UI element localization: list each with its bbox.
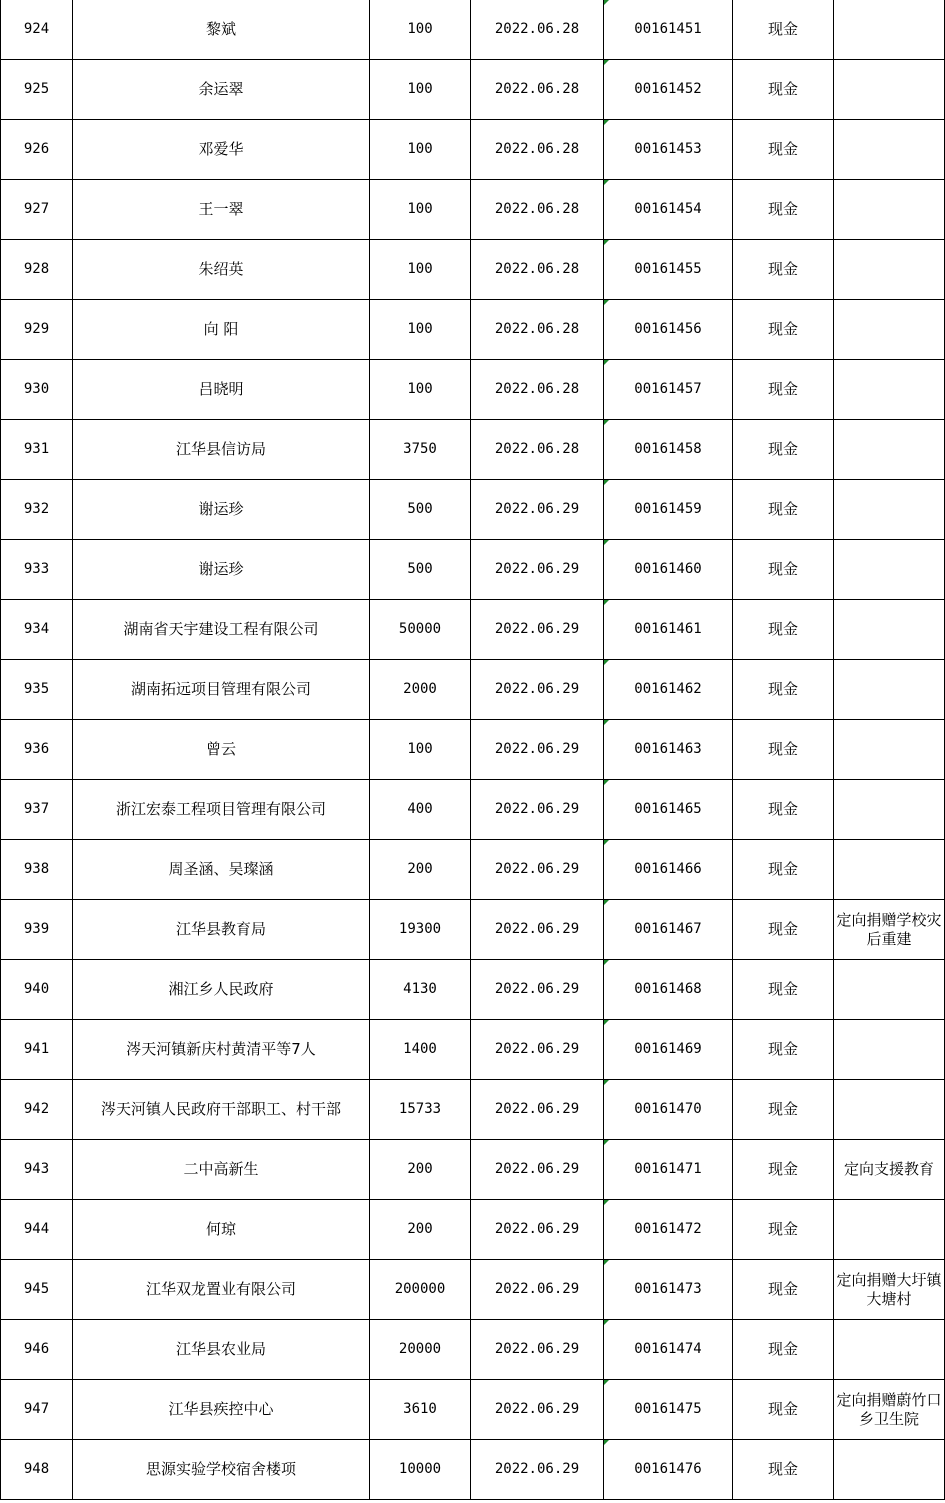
amount-cell: 500	[370, 480, 471, 540]
row-number-cell: 925	[1, 60, 73, 120]
amount-cell: 200	[370, 1200, 471, 1260]
receipt-number-cell: 00161461	[604, 600, 733, 660]
date-cell: 2022.06.29	[471, 780, 604, 840]
receipt-number-cell: 00161469	[604, 1020, 733, 1080]
receipt-number-cell: 00161466	[604, 840, 733, 900]
row-number-cell: 943	[1, 1140, 73, 1200]
table-row	[1, 1320, 945, 1380]
amount-cell: 19300	[370, 900, 471, 960]
note-cell	[834, 1080, 945, 1140]
row-number-cell: 939	[1, 900, 73, 960]
payment-method-cell: 现金	[733, 1320, 834, 1380]
table-row	[1, 720, 945, 780]
payment-method-cell: 现金	[733, 420, 834, 480]
ledger-body	[1, 0, 945, 1500]
row-number-cell: 942	[1, 1080, 73, 1140]
donor-name-cell: 何琼	[73, 1200, 370, 1260]
table-row	[1, 240, 945, 300]
row-number-cell: 940	[1, 960, 73, 1020]
payment-method-cell: 现金	[733, 720, 834, 780]
date-cell: 2022.06.29	[471, 1080, 604, 1140]
donor-name-cell: 涔天河镇人民政府干部职工、村干部	[73, 1080, 370, 1140]
row-number-cell: 928	[1, 240, 73, 300]
donor-name-cell: 湘江乡人民政府	[73, 960, 370, 1020]
payment-method-cell: 现金	[733, 780, 834, 840]
payment-method-cell: 现金	[733, 240, 834, 300]
row-number-cell: 937	[1, 780, 73, 840]
table-row	[1, 960, 945, 1020]
payment-method-cell: 现金	[733, 840, 834, 900]
note-cell	[834, 0, 945, 60]
table-row	[1, 1260, 945, 1320]
date-cell: 2022.06.28	[471, 60, 604, 120]
table-row	[1, 420, 945, 480]
donor-name-cell: 江华县农业局	[73, 1320, 370, 1380]
date-cell: 2022.06.29	[471, 1440, 604, 1500]
payment-method-cell: 现金	[733, 60, 834, 120]
date-cell: 2022.06.29	[471, 1020, 604, 1080]
donor-name-cell: 江华县疾控中心	[73, 1380, 370, 1440]
note-cell	[834, 180, 945, 240]
amount-cell: 100	[370, 240, 471, 300]
payment-method-cell: 现金	[733, 1380, 834, 1440]
receipt-number-cell: 00161458	[604, 420, 733, 480]
table-row	[1, 780, 945, 840]
donor-name-cell: 王一翠	[73, 180, 370, 240]
receipt-number-cell: 00161460	[604, 540, 733, 600]
row-number-cell: 936	[1, 720, 73, 780]
row-number-cell: 944	[1, 1200, 73, 1260]
payment-method-cell: 现金	[733, 1260, 834, 1320]
table-row	[1, 1200, 945, 1260]
receipt-number-cell: 00161475	[604, 1380, 733, 1440]
receipt-number-cell: 00161454	[604, 180, 733, 240]
note-cell	[834, 240, 945, 300]
date-cell: 2022.06.28	[471, 360, 604, 420]
amount-cell: 10000	[370, 1440, 471, 1500]
amount-cell: 100	[370, 0, 471, 60]
table-row	[1, 540, 945, 600]
donor-name-cell: 黎斌	[73, 0, 370, 60]
amount-cell: 100	[370, 360, 471, 420]
amount-cell: 100	[370, 120, 471, 180]
note-cell: 定向捐赠大圩镇大塘村	[834, 1260, 945, 1320]
row-number-cell: 935	[1, 660, 73, 720]
amount-cell: 100	[370, 300, 471, 360]
donor-name-cell: 湖南拓远项目管理有限公司	[73, 660, 370, 720]
date-cell: 2022.06.29	[471, 900, 604, 960]
amount-cell: 2000	[370, 660, 471, 720]
table-row	[1, 0, 945, 60]
date-cell: 2022.06.28	[471, 300, 604, 360]
note-cell: 定向捐赠蔚竹口乡卫生院	[834, 1380, 945, 1440]
row-number-cell: 948	[1, 1440, 73, 1500]
donor-name-cell: 朱绍英	[73, 240, 370, 300]
note-cell	[834, 660, 945, 720]
donor-name-cell: 江华县教育局	[73, 900, 370, 960]
date-cell: 2022.06.28	[471, 0, 604, 60]
donor-name-cell: 吕晓明	[73, 360, 370, 420]
note-cell	[834, 780, 945, 840]
table-row	[1, 1140, 945, 1200]
row-number-cell: 924	[1, 0, 73, 60]
date-cell: 2022.06.28	[471, 420, 604, 480]
amount-cell: 100	[370, 720, 471, 780]
amount-cell: 50000	[370, 600, 471, 660]
table-row	[1, 120, 945, 180]
receipt-number-cell: 00161474	[604, 1320, 733, 1380]
donor-name-cell: 向 阳	[73, 300, 370, 360]
donor-name-cell: 二中高新生	[73, 1140, 370, 1200]
row-number-cell: 947	[1, 1380, 73, 1440]
donor-name-cell: 周圣涵、吴璨涵	[73, 840, 370, 900]
date-cell: 2022.06.28	[471, 180, 604, 240]
donor-name-cell: 谢运珍	[73, 480, 370, 540]
note-cell	[834, 720, 945, 780]
row-number-cell: 930	[1, 360, 73, 420]
amount-cell: 500	[370, 540, 471, 600]
table-row	[1, 1020, 945, 1080]
receipt-number-cell: 00161459	[604, 480, 733, 540]
payment-method-cell: 现金	[733, 1440, 834, 1500]
date-cell: 2022.06.28	[471, 120, 604, 180]
row-number-cell: 933	[1, 540, 73, 600]
note-cell	[834, 1020, 945, 1080]
payment-method-cell: 现金	[733, 1140, 834, 1200]
payment-method-cell: 现金	[733, 1080, 834, 1140]
amount-cell: 100	[370, 60, 471, 120]
payment-method-cell: 现金	[733, 600, 834, 660]
receipt-number-cell: 00161463	[604, 720, 733, 780]
donor-name-cell: 江华双龙置业有限公司	[73, 1260, 370, 1320]
date-cell: 2022.06.29	[471, 540, 604, 600]
amount-cell: 15733	[370, 1080, 471, 1140]
row-number-cell: 941	[1, 1020, 73, 1080]
payment-method-cell: 现金	[733, 1020, 834, 1080]
row-number-cell: 926	[1, 120, 73, 180]
table-row	[1, 60, 945, 120]
receipt-number-cell: 00161462	[604, 660, 733, 720]
receipt-number-cell: 00161476	[604, 1440, 733, 1500]
receipt-number-cell: 00161455	[604, 240, 733, 300]
row-number-cell: 934	[1, 600, 73, 660]
date-cell: 2022.06.29	[471, 1320, 604, 1380]
amount-cell: 100	[370, 180, 471, 240]
table-row	[1, 660, 945, 720]
receipt-number-cell: 00161470	[604, 1080, 733, 1140]
note-cell: 定向捐赠学校灾后重建	[834, 900, 945, 960]
row-number-cell: 927	[1, 180, 73, 240]
payment-method-cell: 现金	[733, 120, 834, 180]
table-row	[1, 600, 945, 660]
note-cell	[834, 480, 945, 540]
table-row	[1, 360, 945, 420]
note-cell	[834, 600, 945, 660]
amount-cell: 20000	[370, 1320, 471, 1380]
row-number-cell: 938	[1, 840, 73, 900]
receipt-number-cell: 00161473	[604, 1260, 733, 1320]
amount-cell: 200	[370, 840, 471, 900]
receipt-number-cell: 00161465	[604, 780, 733, 840]
payment-method-cell: 现金	[733, 480, 834, 540]
payment-method-cell: 现金	[733, 300, 834, 360]
payment-method-cell: 现金	[733, 900, 834, 960]
date-cell: 2022.06.29	[471, 660, 604, 720]
amount-cell: 200	[370, 1140, 471, 1200]
note-cell	[834, 120, 945, 180]
row-number-cell: 932	[1, 480, 73, 540]
date-cell: 2022.06.29	[471, 1380, 604, 1440]
date-cell: 2022.06.29	[471, 1140, 604, 1200]
donor-name-cell: 涔天河镇新庆村黄清平等7人	[73, 1020, 370, 1080]
donor-name-cell: 湖南省天宇建设工程有限公司	[73, 600, 370, 660]
amount-cell: 200000	[370, 1260, 471, 1320]
note-cell	[834, 420, 945, 480]
note-cell	[834, 540, 945, 600]
payment-method-cell: 现金	[733, 960, 834, 1020]
note-cell	[834, 1200, 945, 1260]
payment-method-cell: 现金	[733, 360, 834, 420]
receipt-number-cell: 00161451	[604, 0, 733, 60]
payment-method-cell: 现金	[733, 0, 834, 60]
donor-name-cell: 曾云	[73, 720, 370, 780]
amount-cell: 3750	[370, 420, 471, 480]
row-number-cell: 929	[1, 300, 73, 360]
date-cell: 2022.06.29	[471, 960, 604, 1020]
donor-name-cell: 邓爱华	[73, 120, 370, 180]
table-row	[1, 1440, 945, 1500]
amount-cell: 1400	[370, 1020, 471, 1080]
note-cell	[834, 60, 945, 120]
table-row	[1, 300, 945, 360]
receipt-number-cell: 00161456	[604, 300, 733, 360]
date-cell: 2022.06.29	[471, 720, 604, 780]
payment-method-cell: 现金	[733, 540, 834, 600]
table-row	[1, 180, 945, 240]
date-cell: 2022.06.29	[471, 1200, 604, 1260]
payment-method-cell: 现金	[733, 660, 834, 720]
row-number-cell: 945	[1, 1260, 73, 1320]
receipt-number-cell: 00161452	[604, 60, 733, 120]
amount-cell: 4130	[370, 960, 471, 1020]
table-row	[1, 480, 945, 540]
note-cell	[834, 960, 945, 1020]
payment-method-cell: 现金	[733, 1200, 834, 1260]
date-cell: 2022.06.28	[471, 240, 604, 300]
donor-name-cell: 江华县信访局	[73, 420, 370, 480]
donor-name-cell: 浙江宏泰工程项目管理有限公司	[73, 780, 370, 840]
date-cell: 2022.06.29	[471, 840, 604, 900]
receipt-number-cell: 00161457	[604, 360, 733, 420]
payment-method-cell: 现金	[733, 180, 834, 240]
table-row	[1, 1080, 945, 1140]
date-cell: 2022.06.29	[471, 480, 604, 540]
amount-cell: 400	[370, 780, 471, 840]
date-cell: 2022.06.29	[471, 600, 604, 660]
table-row	[1, 840, 945, 900]
row-number-cell: 931	[1, 420, 73, 480]
note-cell	[834, 360, 945, 420]
date-cell: 2022.06.29	[471, 1260, 604, 1320]
note-cell	[834, 1320, 945, 1380]
note-cell: 定向支援教育	[834, 1140, 945, 1200]
receipt-number-cell: 00161467	[604, 900, 733, 960]
receipt-number-cell: 00161471	[604, 1140, 733, 1200]
receipt-number-cell: 00161453	[604, 120, 733, 180]
note-cell	[834, 300, 945, 360]
row-number-cell: 946	[1, 1320, 73, 1380]
amount-cell: 3610	[370, 1380, 471, 1440]
donor-name-cell: 思源实验学校宿舍楼项	[73, 1440, 370, 1500]
table-row	[1, 1380, 945, 1440]
table-row	[1, 900, 945, 960]
note-cell	[834, 840, 945, 900]
note-cell	[834, 1440, 945, 1500]
receipt-number-cell: 00161468	[604, 960, 733, 1020]
receipt-number-cell: 00161472	[604, 1200, 733, 1260]
donor-name-cell: 余运翠	[73, 60, 370, 120]
donor-name-cell: 谢运珍	[73, 540, 370, 600]
